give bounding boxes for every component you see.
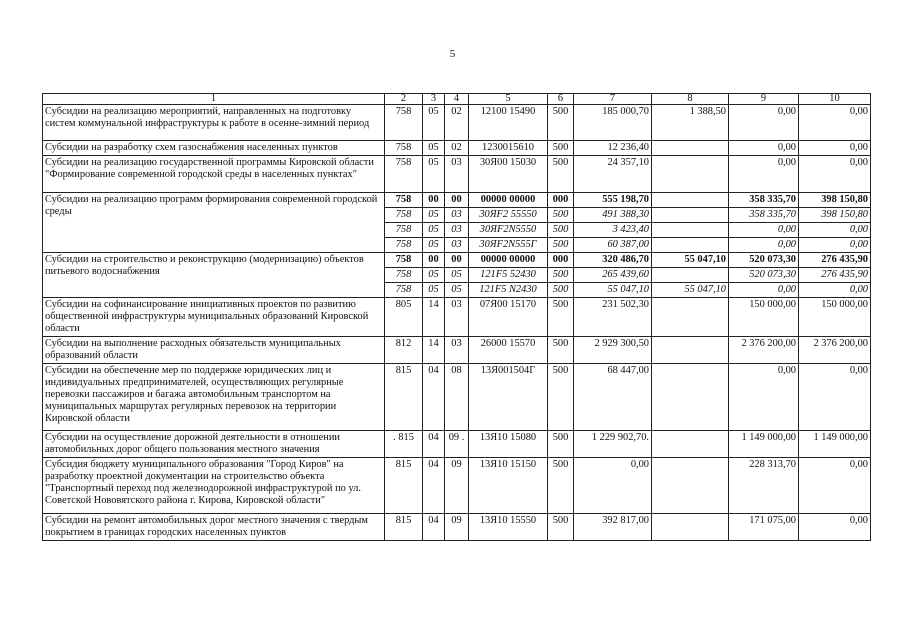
row-value-cell <box>652 238 729 253</box>
row-value-cell: 0,00 <box>799 223 871 238</box>
row-value-cell: 500 <box>548 283 574 298</box>
row-value-cell: 0,00 <box>799 458 871 514</box>
row-value-cell: 815 <box>385 458 423 514</box>
row-value-cell: 812 <box>385 337 423 364</box>
row-value-cell: 0,00 <box>729 238 799 253</box>
row-value-cell: 05 <box>445 268 469 283</box>
row-value-cell: 500 <box>548 268 574 283</box>
row-value-cell: 1 149 000,00 <box>729 431 799 458</box>
row-value-cell: 265 439,60 <box>574 268 652 283</box>
row-value-cell: 500 <box>548 105 574 141</box>
row-name-cell: Субсидии на строительство и реконструкцию (модернизацию) объектов питьевого водоснабжения <box>43 253 385 298</box>
row-value-cell: 758 <box>385 156 423 193</box>
row-value-cell: 758 <box>385 268 423 283</box>
row-value-cell: 815 <box>385 364 423 431</box>
row-value-cell: 04 <box>423 458 445 514</box>
column-header: 2 <box>385 94 423 105</box>
row-value-cell: 758 <box>385 141 423 156</box>
row-name-cell: Субсидии на ремонт автомобильных дорог местного значения с твердым покрытием в границах городских населенных пунктов <box>43 514 385 541</box>
row-name-cell: Субсидии на софинансирование инициативных проектов по развитию общественной инфраструктуры муниципальных образований Кировской области <box>43 298 385 337</box>
row-value-cell: 30ЯF2N5550 <box>469 223 548 238</box>
row-value-cell: 00000 00000 <box>469 253 548 268</box>
row-value-cell: 1 388,50 <box>652 105 729 141</box>
row-value-cell: 500 <box>548 141 574 156</box>
row-value-cell: 05 <box>423 238 445 253</box>
row-value-cell: 1230015610 <box>469 141 548 156</box>
row-value-cell: 000 <box>548 193 574 208</box>
row-value-cell: 758 <box>385 223 423 238</box>
row-value-cell: 398 150,80 <box>799 193 871 208</box>
row-value-cell: 392 817,00 <box>574 514 652 541</box>
row-value-cell: 0,00 <box>729 156 799 193</box>
row-value-cell: 2 376 200,00 <box>799 337 871 364</box>
row-value-cell: 02 <box>445 105 469 141</box>
row-value-cell <box>652 223 729 238</box>
row-value-cell: 0,00 <box>799 238 871 253</box>
table-row <box>43 156 871 193</box>
row-value-cell: 55 047,10 <box>652 253 729 268</box>
row-value-cell: 05 <box>423 208 445 223</box>
row-name-cell: Субсидии на обеспечение мер по поддержке юридических лиц и индивидуальных предпринимателей, осуществляющих регулярные перевозки пассажиров и багажа автомобильным транспортом на муниципальных маршрутах регулярных перевозок на территории Кировской области <box>43 364 385 431</box>
row-value-cell: 12100 15490 <box>469 105 548 141</box>
row-value-cell <box>652 337 729 364</box>
row-value-cell: 520 073,30 <box>729 253 799 268</box>
row-value-cell: 05 <box>423 283 445 298</box>
row-value-cell: 121F5 52430 <box>469 268 548 283</box>
row-value-cell: 320 486,70 <box>574 253 652 268</box>
row-value-cell: 758 <box>385 253 423 268</box>
row-value-cell: 815 <box>385 514 423 541</box>
table-row <box>43 141 871 156</box>
row-name-cell: Субсидии на реализацию программ формирования современной городской среды <box>43 193 385 253</box>
row-value-cell: 0,00 <box>729 283 799 298</box>
row-value-cell: 500 <box>548 223 574 238</box>
row-value-cell: 150 000,00 <box>799 298 871 337</box>
row-value-cell: 758 <box>385 238 423 253</box>
row-value-cell: 500 <box>548 431 574 458</box>
row-value-cell: 00 <box>423 193 445 208</box>
row-value-cell <box>652 193 729 208</box>
row-value-cell: 04 <box>423 514 445 541</box>
column-header: 1 <box>43 94 385 105</box>
row-value-cell: 491 388,30 <box>574 208 652 223</box>
row-value-cell: 358 335,70 <box>729 193 799 208</box>
row-value-cell: 0,00 <box>799 514 871 541</box>
row-value-cell <box>652 298 729 337</box>
row-value-cell: 0,00 <box>799 364 871 431</box>
row-value-cell: 04 <box>423 364 445 431</box>
row-name-cell: Субсидии на выполнение расходных обязательств муниципальных образований области <box>43 337 385 364</box>
row-value-cell: 60 387,00 <box>574 238 652 253</box>
row-value-cell: 05 <box>423 223 445 238</box>
row-value-cell: 500 <box>548 514 574 541</box>
row-value-cell: 13Я10 15080 <box>469 431 548 458</box>
row-value-cell: 30ЯF2N555Г <box>469 238 548 253</box>
row-value-cell: 0,00 <box>729 364 799 431</box>
row-value-cell: 0,00 <box>799 156 871 193</box>
row-value-cell: 758 <box>385 193 423 208</box>
row-value-cell: 30ЯF2 55550 <box>469 208 548 223</box>
row-value-cell <box>652 208 729 223</box>
row-value-cell: 13Я10 15550 <box>469 514 548 541</box>
row-value-cell <box>652 141 729 156</box>
row-value-cell: 758 <box>385 105 423 141</box>
row-value-cell: 0,00 <box>799 283 871 298</box>
row-value-cell <box>652 364 729 431</box>
row-value-cell: 03 <box>445 156 469 193</box>
column-header: 5 <box>469 94 548 105</box>
row-value-cell: 0,00 <box>574 458 652 514</box>
row-value-cell: 0,00 <box>799 105 871 141</box>
row-value-cell <box>652 458 729 514</box>
row-value-cell: 0,00 <box>729 223 799 238</box>
table-row <box>43 364 871 431</box>
row-value-cell: 398 150,80 <box>799 208 871 223</box>
row-value-cell: 500 <box>548 337 574 364</box>
row-value-cell: 24 357,10 <box>574 156 652 193</box>
row-value-cell <box>652 156 729 193</box>
column-header: 7 <box>574 94 652 105</box>
column-header: 8 <box>652 94 729 105</box>
row-value-cell: 14 <box>423 298 445 337</box>
table-row <box>43 458 871 514</box>
table-row <box>43 193 871 208</box>
row-value-cell: 228 313,70 <box>729 458 799 514</box>
budget-table <box>42 93 871 541</box>
row-value-cell: 0,00 <box>729 141 799 156</box>
row-name-cell: Субсидии на осуществление дорожной деятельности в отношении автомобильных дорог общего пользования местного значения <box>43 431 385 458</box>
table-row <box>43 298 871 337</box>
row-value-cell: 55 047,10 <box>574 283 652 298</box>
table-row <box>43 431 871 458</box>
row-value-cell: 26000 15570 <box>469 337 548 364</box>
row-value-cell: 1 229 902,70. <box>574 431 652 458</box>
row-name-cell: Субсидия бюджету муниципального образования "Город Киров" на разработку проектной документации на строительство объекта "Транспортный переход под железнодорожной инфраструктурой по ул. Советской Нововятского района г. Кирова, Кировской области" <box>43 458 385 514</box>
row-value-cell: 1 149 000,00 <box>799 431 871 458</box>
row-value-cell: 68 447,00 <box>574 364 652 431</box>
row-value-cell: 12 236,40 <box>574 141 652 156</box>
row-value-cell: 00 <box>423 253 445 268</box>
row-value-cell: 358 335,70 <box>729 208 799 223</box>
column-header: 9 <box>729 94 799 105</box>
row-value-cell <box>652 268 729 283</box>
row-value-cell <box>652 431 729 458</box>
row-value-cell: 00000 00000 <box>469 193 548 208</box>
table-row <box>43 337 871 364</box>
row-value-cell: 03 <box>445 208 469 223</box>
page-number: 5 <box>449 48 456 60</box>
row-value-cell: 03 <box>445 298 469 337</box>
row-value-cell: 03 <box>445 337 469 364</box>
row-value-cell: . 815 <box>385 431 423 458</box>
row-value-cell: 13Я10 15150 <box>469 458 548 514</box>
row-value-cell: 03 <box>445 223 469 238</box>
row-name-cell: Субсидии на разработку схем газоснабжения населенных пунктов <box>43 141 385 156</box>
row-value-cell: 276 435,90 <box>799 253 871 268</box>
row-value-cell: 09 . <box>445 431 469 458</box>
table-row <box>43 253 871 268</box>
row-value-cell: 04 <box>423 431 445 458</box>
row-value-cell: 55 047,10 <box>652 283 729 298</box>
row-value-cell: 05 <box>423 268 445 283</box>
row-value-cell: 0,00 <box>799 141 871 156</box>
row-value-cell: 13Я001504Г <box>469 364 548 431</box>
header-row <box>43 94 871 105</box>
table-row <box>43 105 871 141</box>
row-value-cell: 171 075,00 <box>729 514 799 541</box>
row-value-cell: 05 <box>423 105 445 141</box>
row-value-cell: 500 <box>548 238 574 253</box>
column-header: 3 <box>423 94 445 105</box>
row-value-cell: 000 <box>548 253 574 268</box>
row-value-cell: 02 <box>445 141 469 156</box>
row-value-cell: 30Я00 15030 <box>469 156 548 193</box>
row-value-cell: 09 <box>445 514 469 541</box>
row-value-cell: 150 000,00 <box>729 298 799 337</box>
table-row <box>43 514 871 541</box>
row-value-cell: 03 <box>445 238 469 253</box>
column-header: 4 <box>445 94 469 105</box>
row-value-cell: 758 <box>385 283 423 298</box>
row-value-cell: 276 435,90 <box>799 268 871 283</box>
column-header: 10 <box>799 94 871 105</box>
row-value-cell: 805 <box>385 298 423 337</box>
column-header: 6 <box>548 94 574 105</box>
row-name-cell: Субсидии на реализацию государственной программы Кировской области "Формирование современной городской среды в населенных пунктах" <box>43 156 385 193</box>
row-value-cell: 08 <box>445 364 469 431</box>
row-value-cell: 0,00 <box>729 105 799 141</box>
row-value-cell: 231 502,30 <box>574 298 652 337</box>
row-value-cell: 14 <box>423 337 445 364</box>
row-value-cell: 05 <box>423 141 445 156</box>
row-value-cell: 500 <box>548 298 574 337</box>
row-value-cell: 05 <box>423 156 445 193</box>
row-value-cell: 500 <box>548 458 574 514</box>
row-value-cell: 121F5 N2430 <box>469 283 548 298</box>
row-value-cell: 2 376 200,00 <box>729 337 799 364</box>
row-value-cell: 2 929 300,50 <box>574 337 652 364</box>
row-value-cell: 500 <box>548 364 574 431</box>
row-value-cell: 00 <box>445 253 469 268</box>
row-value-cell <box>652 514 729 541</box>
row-value-cell: 758 <box>385 208 423 223</box>
row-value-cell: 555 198,70 <box>574 193 652 208</box>
row-value-cell: 500 <box>548 156 574 193</box>
row-name-cell: Субсидии на реализацию мероприятий, направленных на подготовку систем коммунальной инфраструктуры к работе в осенне-зимний период <box>43 105 385 141</box>
row-value-cell: 520 073,30 <box>729 268 799 283</box>
row-value-cell: 05 <box>445 283 469 298</box>
row-value-cell: 09 <box>445 458 469 514</box>
row-value-cell: 3 423,40 <box>574 223 652 238</box>
row-value-cell: 07Я00 15170 <box>469 298 548 337</box>
row-value-cell: 185 000,70 <box>574 105 652 141</box>
row-value-cell: 500 <box>548 208 574 223</box>
row-value-cell: 00 <box>445 193 469 208</box>
